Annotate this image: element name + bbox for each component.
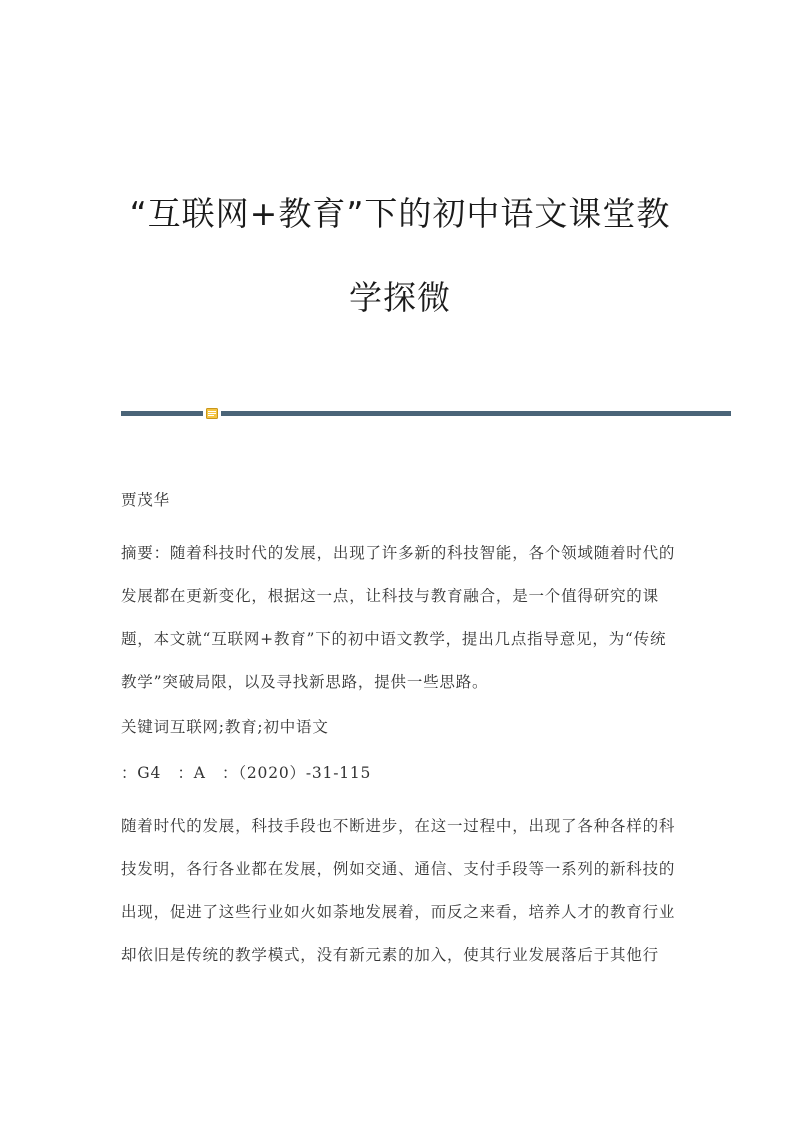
title-divider: [121, 408, 731, 418]
intro-line: 随着时代的发展，科技手段也不断进步，在这一过程中，出现了各种各样的科: [121, 817, 676, 835]
divider-bar-right: [221, 411, 731, 416]
author-name: 贾茂华: [121, 491, 170, 509]
intro-line: 出现，促进了这些行业如火如荼地发展着，而反之来看，培养人才的教育行业: [121, 903, 676, 921]
abstract-line: 教学”突破局限，以及寻找新思路，提供一些思路。: [121, 673, 489, 691]
classification-info: ：G4 ：A ：（2020）-31-115: [121, 764, 372, 782]
abstract-line: 摘要：随着科技时代的发展，出现了许多新的科技智能，各个领域随着时代的: [121, 544, 676, 562]
document-icon: [206, 408, 218, 419]
abstract-line: 题，本文就“互联网+教育”下的初中语文教学，提出几点指导意见，为“传统: [121, 630, 667, 648]
intro-line: 却依旧是传统的教学模式，没有新元素的加入，使其行业发展落后于其他行: [121, 946, 659, 964]
divider-bar-left: [121, 411, 203, 416]
intro-line: 技发明，各行各业都在发展，例如交通、通信、支付手段等一系列的新科技的: [121, 860, 676, 878]
abstract-line: 发展都在更新变化，根据这一点，让科技与教育融合，是一个值得研究的课: [121, 587, 659, 605]
keywords: 关键词互联网;教育;初中语文: [121, 718, 329, 736]
title-line-1: “互联网+教育”下的初中语文课堂教: [129, 194, 671, 233]
title-line-2: 学探微: [349, 278, 451, 317]
